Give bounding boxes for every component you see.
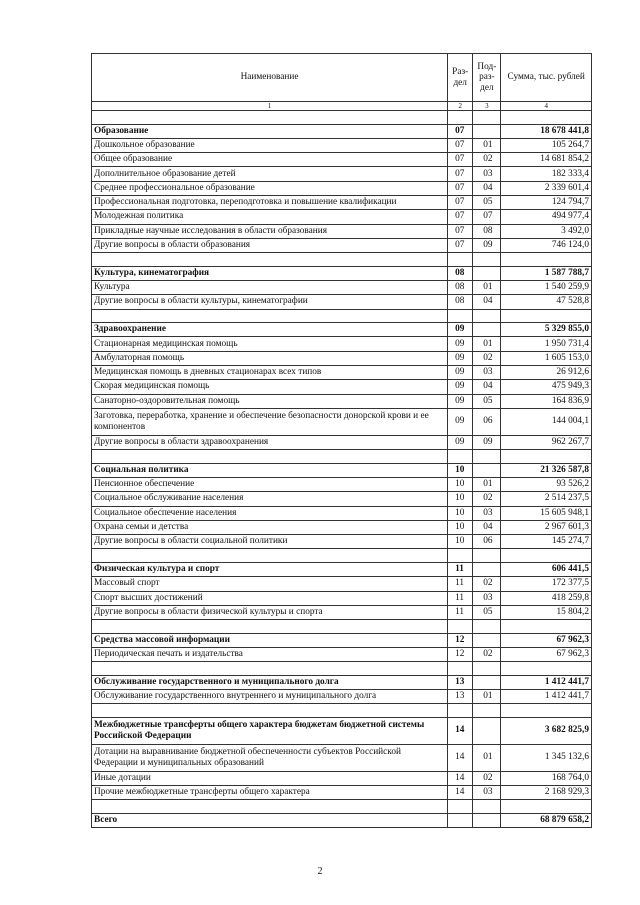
row-name: Другие вопросы в области социальной политики [92, 535, 448, 549]
row-sum: 2 168 929,3 [501, 786, 592, 800]
table-row [92, 195, 592, 209]
row-name: Культура, кинематография [92, 266, 448, 280]
row-name: Пенсионное обеспечение [92, 477, 448, 491]
row-sum: 144 004,1 [501, 408, 592, 435]
table-row [92, 605, 592, 619]
row-podrazdel: 02 [473, 153, 501, 167]
spacer-row [92, 620, 592, 634]
table-row [92, 520, 592, 534]
row-name: Охрана семьи и детства [92, 520, 448, 534]
row-name: Культура [92, 280, 448, 294]
row-razdel: 10 [448, 463, 473, 477]
row-name: Дополнительное образование детей [92, 167, 448, 181]
table-row [92, 577, 592, 591]
row-name: Медицинская помощь в дневных стационарах всех типов [92, 365, 448, 379]
row-podrazdel: 03 [473, 786, 501, 800]
row-razdel: 10 [448, 520, 473, 534]
empty-cell [92, 620, 448, 634]
table-row [92, 153, 592, 167]
empty-cell [501, 704, 592, 718]
column-number: 3 [473, 102, 501, 111]
row-sum: 2 514 237,5 [501, 492, 592, 506]
empty-cell [92, 704, 448, 718]
row-name: Массовый спорт [92, 577, 448, 591]
row-name: Спорт высших достижений [92, 591, 448, 605]
empty-cell [448, 450, 473, 464]
row-sum: 68 879 658,2 [501, 813, 592, 827]
row-name: Социальное обеспечение населения [92, 506, 448, 520]
row-razdel: 09 [448, 323, 473, 337]
row-razdel: 07 [448, 167, 473, 181]
row-sum: 606 441,5 [501, 562, 592, 576]
row-podrazdel: 05 [473, 605, 501, 619]
row-razdel: 11 [448, 577, 473, 591]
row-name: Другие вопросы в области культуры, кинематографии [92, 295, 448, 309]
row-podrazdel: 05 [473, 394, 501, 408]
row-podrazdel [473, 124, 501, 138]
empty-cell [448, 253, 473, 267]
spacer-row [92, 309, 592, 323]
row-razdel: 08 [448, 295, 473, 309]
row-razdel: 09 [448, 337, 473, 351]
empty-cell [448, 704, 473, 718]
row-name: Социальное обслуживание населения [92, 492, 448, 506]
row-name: Периодическая печать и издательства [92, 647, 448, 661]
row-name: Образование [92, 124, 448, 138]
row-razdel: 09 [448, 380, 473, 394]
table-row [92, 786, 592, 800]
table-row [92, 771, 592, 785]
table-row [92, 351, 592, 365]
section-row [92, 266, 592, 280]
empty-cell [501, 253, 592, 267]
section-row [92, 124, 592, 138]
table-row [92, 408, 592, 435]
row-razdel: 12 [448, 633, 473, 647]
header-podrazdel: Под-раз-дел [473, 54, 501, 102]
row-razdel: 07 [448, 153, 473, 167]
table-row [92, 138, 592, 152]
row-name: Обслуживание государственного внутреннего и муниципального долга [92, 690, 448, 704]
column-number: 4 [501, 102, 592, 111]
row-razdel [448, 813, 473, 827]
spacer-row [92, 662, 592, 676]
table-row [92, 181, 592, 195]
table-row [92, 280, 592, 294]
row-podrazdel: 03 [473, 506, 501, 520]
row-podrazdel: 07 [473, 210, 501, 224]
table-row [92, 506, 592, 520]
row-sum: 105 264,7 [501, 138, 592, 152]
row-podrazdel: 02 [473, 577, 501, 591]
row-razdel: 07 [448, 224, 473, 238]
row-name: Социальная политика [92, 463, 448, 477]
row-razdel: 07 [448, 238, 473, 252]
row-razdel: 14 [448, 717, 473, 744]
table-row [92, 647, 592, 661]
table-row [92, 394, 592, 408]
header-row [92, 54, 592, 102]
row-name: Санаторно-оздоровительная помощь [92, 394, 448, 408]
row-podrazdel [473, 463, 501, 477]
empty-cell [473, 662, 501, 676]
row-sum: 93 526,2 [501, 477, 592, 491]
empty-cell [501, 620, 592, 634]
empty-cell [92, 253, 448, 267]
empty-cell [473, 800, 501, 814]
row-razdel: 12 [448, 647, 473, 661]
row-podrazdel: 03 [473, 591, 501, 605]
section-row [92, 562, 592, 576]
row-razdel: 11 [448, 605, 473, 619]
row-razdel: 07 [448, 138, 473, 152]
row-sum: 164 836,9 [501, 394, 592, 408]
empty-cell [473, 704, 501, 718]
row-podrazdel [473, 813, 501, 827]
row-podrazdel [473, 266, 501, 280]
section-row [92, 633, 592, 647]
empty-cell [473, 309, 501, 323]
row-podrazdel: 02 [473, 647, 501, 661]
row-name: Заготовка, переработка, хранение и обеспечение безопасности донорской крови и ее компонентов [92, 408, 448, 435]
empty-cell [473, 549, 501, 563]
row-sum: 1 587 788,7 [501, 266, 592, 280]
empty-cell [501, 111, 592, 125]
row-podrazdel: 04 [473, 295, 501, 309]
row-name: Молодежная политика [92, 210, 448, 224]
budget-table [91, 53, 592, 828]
row-sum: 962 267,7 [501, 435, 592, 449]
row-razdel: 09 [448, 351, 473, 365]
row-razdel: 11 [448, 562, 473, 576]
row-razdel: 07 [448, 195, 473, 209]
column-number: 2 [448, 102, 473, 111]
row-podrazdel: 02 [473, 351, 501, 365]
section-row [92, 463, 592, 477]
row-razdel: 10 [448, 477, 473, 491]
row-podrazdel [473, 562, 501, 576]
empty-cell [501, 309, 592, 323]
empty-cell [473, 620, 501, 634]
section-row [92, 323, 592, 337]
row-podrazdel: 05 [473, 195, 501, 209]
row-name: Дотации на выравнивание бюджетной обеспеченности субъектов Российской Федерации и муниципальных образований [92, 744, 448, 771]
row-razdel: 07 [448, 181, 473, 195]
row-razdel: 09 [448, 435, 473, 449]
row-sum: 18 678 441,8 [501, 124, 592, 138]
row-sum: 494 977,4 [501, 210, 592, 224]
table-row [92, 492, 592, 506]
column-number-row [92, 102, 592, 111]
spacer-row [92, 800, 592, 814]
header-sum: Сумма, тыс. рублей [501, 54, 592, 102]
spacer-row [92, 704, 592, 718]
table-row [92, 380, 592, 394]
row-sum: 14 681 854,2 [501, 153, 592, 167]
row-name: Прикладные научные исследования в области образования [92, 224, 448, 238]
section-row [92, 717, 592, 744]
row-podrazdel: 01 [473, 477, 501, 491]
row-razdel: 07 [448, 210, 473, 224]
row-sum: 1 950 731,4 [501, 337, 592, 351]
row-podrazdel: 04 [473, 380, 501, 394]
row-razdel: 10 [448, 535, 473, 549]
table-row [92, 690, 592, 704]
row-razdel: 11 [448, 591, 473, 605]
header-razdel: Раз-дел [448, 54, 473, 102]
row-sum: 15 605 948,1 [501, 506, 592, 520]
table-body [92, 111, 592, 828]
row-sum: 475 949,3 [501, 380, 592, 394]
empty-cell [473, 111, 501, 125]
row-name: Здравоохранение [92, 323, 448, 337]
row-podrazdel: 04 [473, 520, 501, 534]
row-podrazdel: 02 [473, 771, 501, 785]
row-name: Профессиональная подготовка, переподготовка и повышение квалификации [92, 195, 448, 209]
empty-cell [92, 450, 448, 464]
row-sum: 3 492,0 [501, 224, 592, 238]
row-sum: 67 962,3 [501, 633, 592, 647]
spacer-row [92, 253, 592, 267]
empty-cell [92, 662, 448, 676]
row-name: Межбюджетные трансферты общего характера бюджетам бюджетной системы Российской Федерации [92, 717, 448, 744]
row-name: Прочие межбюджетные трансферты общего характера [92, 786, 448, 800]
row-sum: 418 259,8 [501, 591, 592, 605]
header-name: Наименование [92, 54, 448, 102]
table-row [92, 295, 592, 309]
row-podrazdel: 01 [473, 337, 501, 351]
row-razdel: 13 [448, 675, 473, 689]
empty-cell [448, 549, 473, 563]
row-sum: 15 804,2 [501, 605, 592, 619]
row-razdel: 13 [448, 690, 473, 704]
table-row [92, 224, 592, 238]
row-name: Иные дотации [92, 771, 448, 785]
row-podrazdel [473, 323, 501, 337]
row-name: Средства массовой информации [92, 633, 448, 647]
empty-cell [501, 450, 592, 464]
row-razdel: 14 [448, 744, 473, 771]
empty-cell [92, 800, 448, 814]
row-sum: 21 326 587,8 [501, 463, 592, 477]
row-sum: 2 339 601,4 [501, 181, 592, 195]
row-podrazdel: 08 [473, 224, 501, 238]
row-sum: 145 274,7 [501, 535, 592, 549]
empty-cell [448, 800, 473, 814]
row-podrazdel: 01 [473, 744, 501, 771]
row-sum: 47 528,8 [501, 295, 592, 309]
row-razdel: 10 [448, 492, 473, 506]
row-podrazdel [473, 717, 501, 744]
table-row [92, 535, 592, 549]
row-razdel: 14 [448, 771, 473, 785]
row-name: Физическая культура и спорт [92, 562, 448, 576]
spacer-row [92, 450, 592, 464]
row-podrazdel: 03 [473, 365, 501, 379]
row-podrazdel: 01 [473, 280, 501, 294]
row-podrazdel: 09 [473, 435, 501, 449]
empty-cell [448, 309, 473, 323]
row-razdel: 08 [448, 266, 473, 280]
empty-cell [501, 800, 592, 814]
row-razdel: 08 [448, 280, 473, 294]
row-sum: 172 377,5 [501, 577, 592, 591]
row-name: Другие вопросы в области здравоохранения [92, 435, 448, 449]
table-row [92, 591, 592, 605]
row-razdel: 09 [448, 365, 473, 379]
table-row [92, 238, 592, 252]
row-name: Обслуживание государственного и муниципального долга [92, 675, 448, 689]
row-podrazdel [473, 675, 501, 689]
row-sum: 124 794,7 [501, 195, 592, 209]
row-sum: 168 764,0 [501, 771, 592, 785]
row-sum: 3 682 825,9 [501, 717, 592, 744]
row-name: Другие вопросы в области образования [92, 238, 448, 252]
row-sum: 1 605 153,0 [501, 351, 592, 365]
row-name: Скорая медицинская помощь [92, 380, 448, 394]
empty-cell [473, 450, 501, 464]
row-sum: 26 912,6 [501, 365, 592, 379]
row-sum: 1 540 259,9 [501, 280, 592, 294]
row-podrazdel: 03 [473, 167, 501, 181]
row-name: Среднее профессиональное образование [92, 181, 448, 195]
empty-cell [501, 662, 592, 676]
row-sum: 1 412 441,7 [501, 690, 592, 704]
row-sum: 2 967 601,3 [501, 520, 592, 534]
row-podrazdel: 06 [473, 408, 501, 435]
row-sum: 67 962,3 [501, 647, 592, 661]
table-row [92, 744, 592, 771]
empty-cell [92, 549, 448, 563]
row-podrazdel: 01 [473, 690, 501, 704]
row-name: Другие вопросы в области физической культуры и спорта [92, 605, 448, 619]
row-razdel: 10 [448, 506, 473, 520]
section-row [92, 675, 592, 689]
table-row [92, 337, 592, 351]
empty-cell [448, 620, 473, 634]
row-name: Общее образование [92, 153, 448, 167]
table-row [92, 167, 592, 181]
row-sum: 182 333,4 [501, 167, 592, 181]
row-sum: 1 412 441,7 [501, 675, 592, 689]
row-name: Всего [92, 813, 448, 827]
row-razdel: 07 [448, 124, 473, 138]
empty-cell [92, 111, 448, 125]
table-row [92, 435, 592, 449]
row-razdel: 14 [448, 786, 473, 800]
spacer-row [92, 549, 592, 563]
empty-cell [473, 253, 501, 267]
column-number: 1 [92, 102, 448, 111]
row-sum: 5 329 855,0 [501, 323, 592, 337]
row-sum: 1 345 132,6 [501, 744, 592, 771]
empty-cell [448, 111, 473, 125]
row-podrazdel: 06 [473, 535, 501, 549]
row-razdel: 09 [448, 408, 473, 435]
table-row [92, 210, 592, 224]
empty-cell [448, 662, 473, 676]
table-row [92, 477, 592, 491]
row-podrazdel: 04 [473, 181, 501, 195]
table-row [92, 365, 592, 379]
row-podrazdel: 02 [473, 492, 501, 506]
row-podrazdel: 01 [473, 138, 501, 152]
row-sum: 746 124,0 [501, 238, 592, 252]
empty-cell [92, 309, 448, 323]
page-number: 2 [317, 866, 323, 877]
spacer-row [92, 111, 592, 125]
row-name: Дошкольное образование [92, 138, 448, 152]
row-name: Стационарная медицинская помощь [92, 337, 448, 351]
row-name: Амбулаторная помощь [92, 351, 448, 365]
section-row [92, 813, 592, 827]
row-podrazdel: 09 [473, 238, 501, 252]
row-podrazdel [473, 633, 501, 647]
row-razdel: 09 [448, 394, 473, 408]
empty-cell [501, 549, 592, 563]
